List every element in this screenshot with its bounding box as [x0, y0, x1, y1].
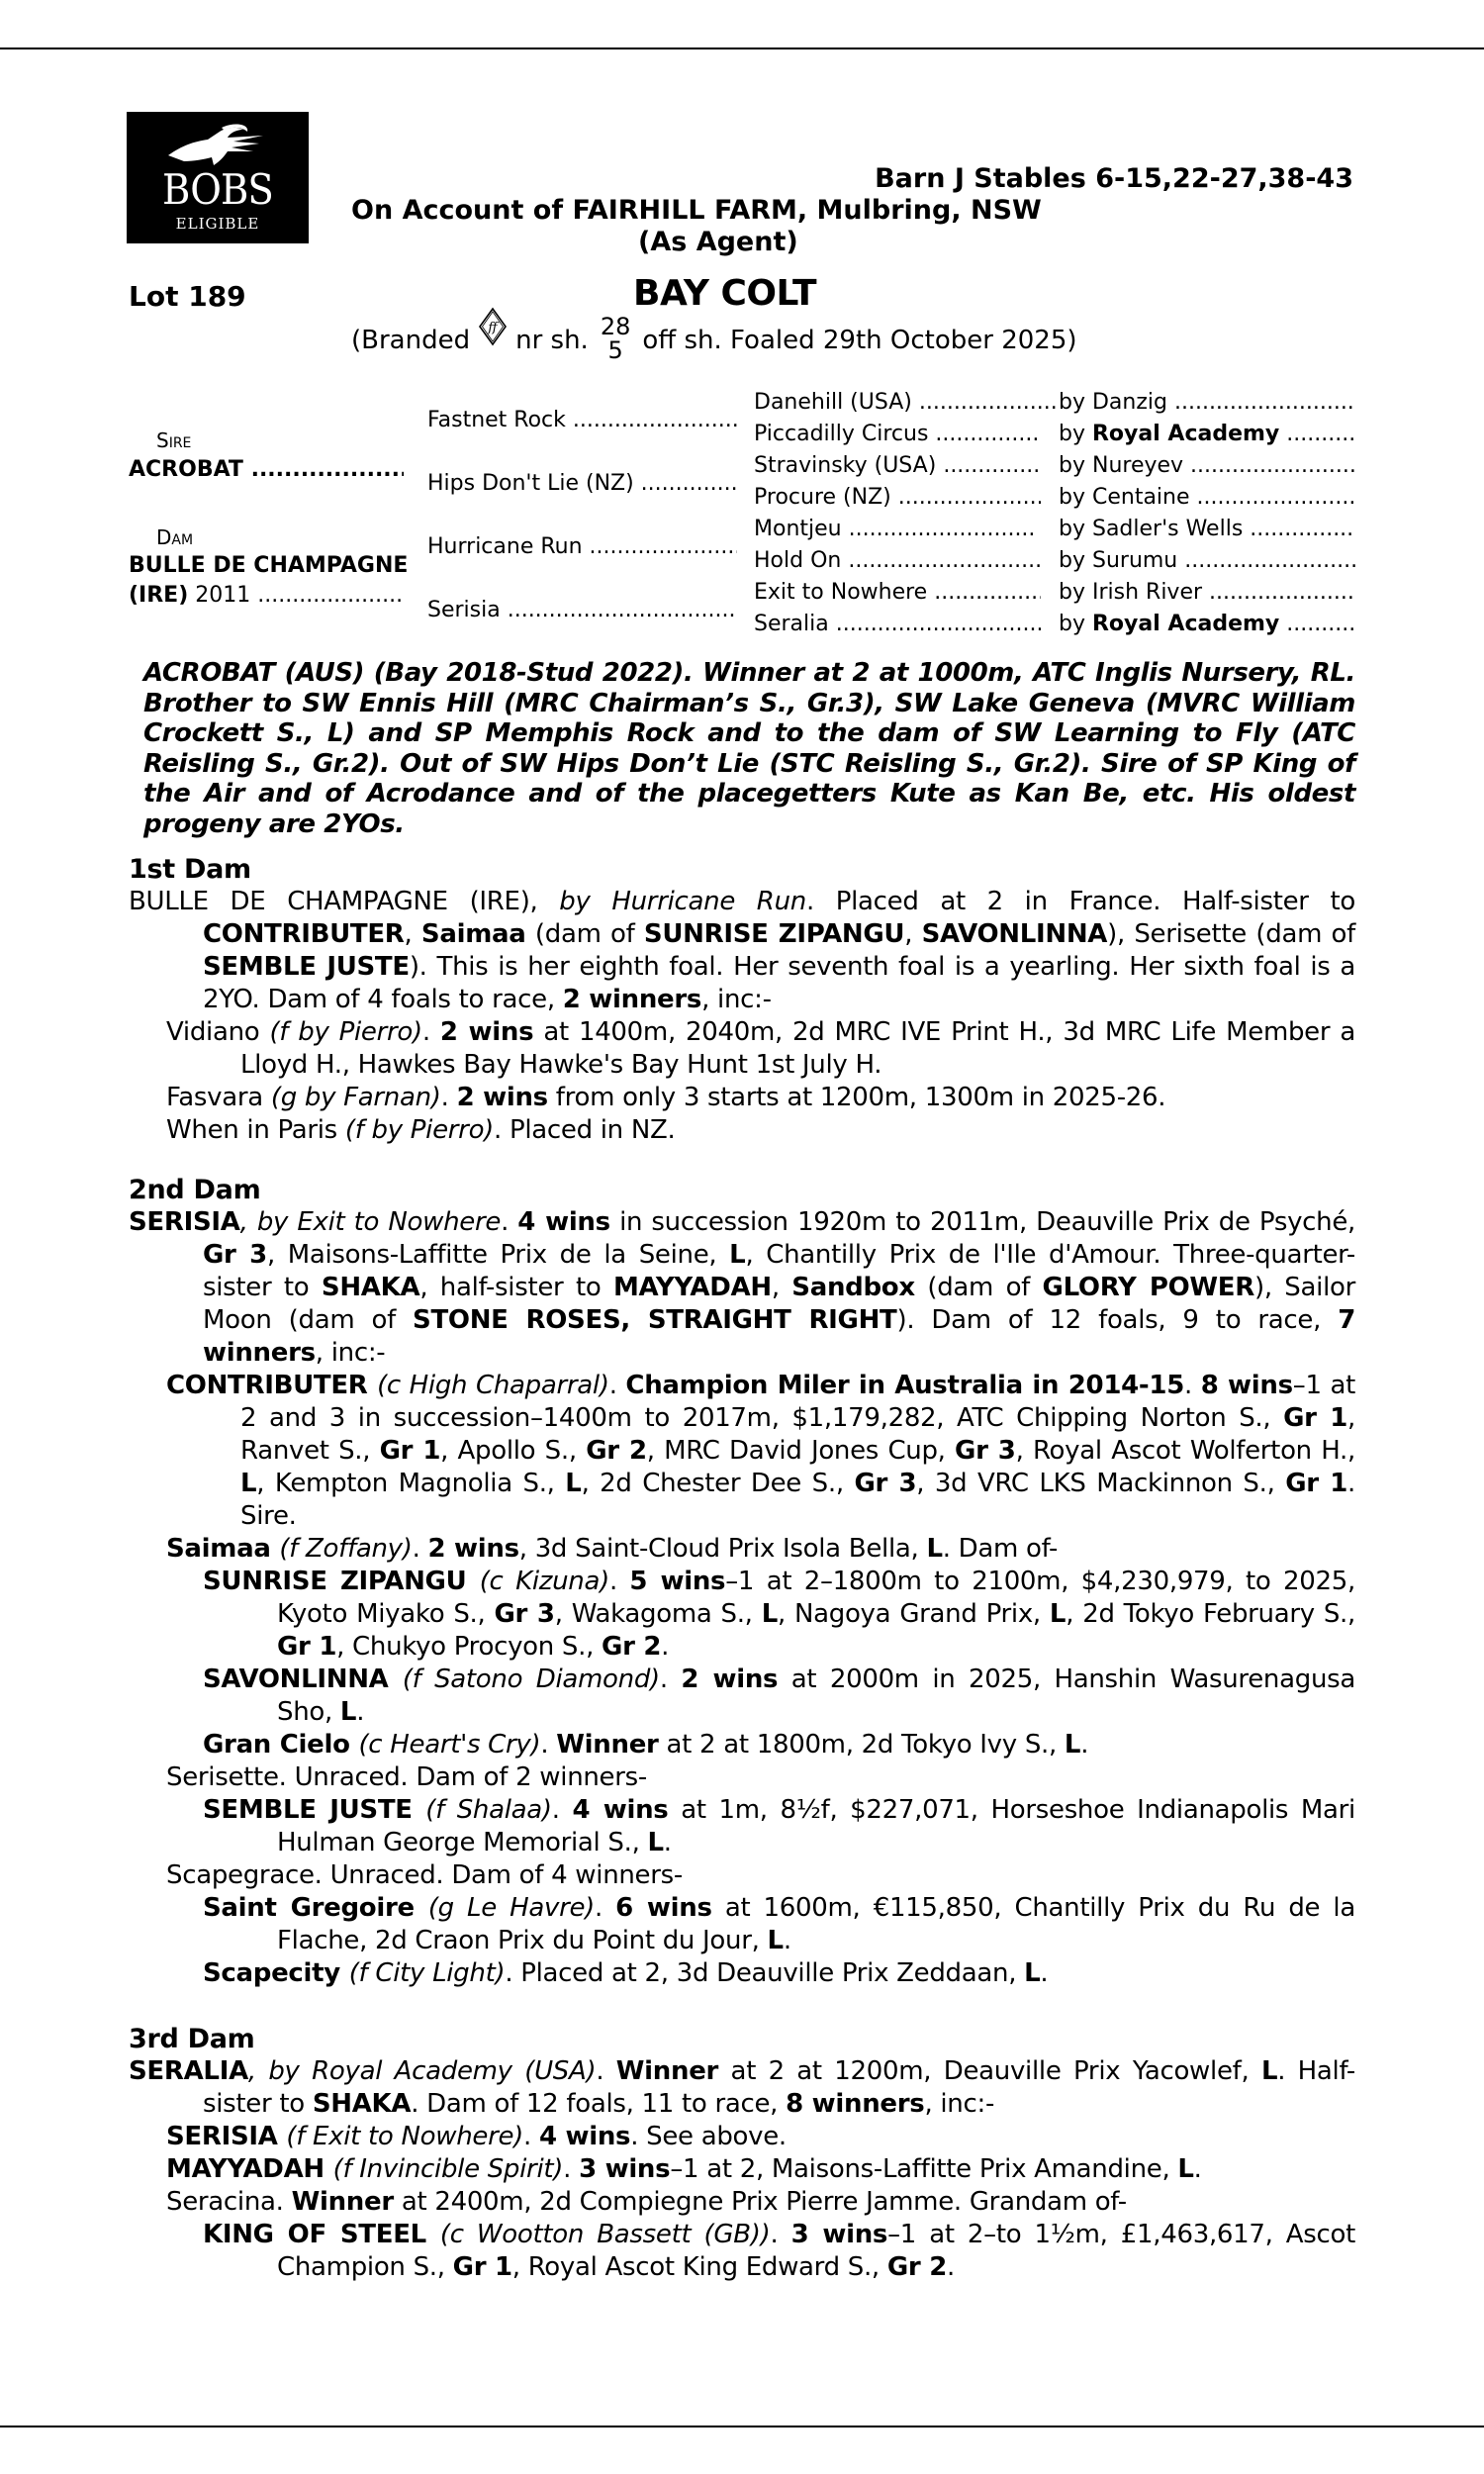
grade: Gr 1	[452, 2252, 512, 2282]
grade: L	[1049, 1599, 1067, 1629]
grand-progeny-item	[129, 1729, 1355, 1761]
horse-head-icon	[164, 122, 273, 171]
as-agent-text: (As Agent)	[638, 227, 798, 257]
text: at 2400m, 2d Compiegne Prix Pierre Jamme. Grandam of-	[393, 2187, 1127, 2217]
text: , Royal Ascot Wolferton H.,	[1015, 1436, 1355, 1466]
grand-progeny-item	[129, 1892, 1355, 1957]
great-great-grandparent	[1059, 515, 1355, 544]
grade: Gr 2	[602, 1632, 662, 1662]
sex-sire: (g by Farnan)	[270, 1083, 441, 1112]
ggg-name: Surumu	[1091, 548, 1178, 573]
horse-name: KING OF STEEL	[203, 2220, 440, 2249]
sex-sire: (f Exit to Nowhere)	[286, 2122, 524, 2151]
sire-label: Sire	[156, 428, 192, 452]
grand-progeny-item	[129, 1566, 1355, 1664]
grade: L	[926, 1534, 943, 1564]
text: ,	[904, 919, 922, 949]
grade: Gr 3	[494, 1599, 555, 1629]
grand-progeny-item	[129, 2219, 1355, 2284]
great-great-grandparent	[1059, 388, 1355, 418]
grade: Gr 1	[277, 1632, 337, 1662]
great-great-grandparent	[1059, 578, 1355, 608]
horse-name: Saint Gregoire	[203, 1893, 428, 1923]
wins: 2 wins	[427, 1534, 519, 1564]
top-rule	[0, 48, 1484, 49]
dam-summary	[129, 886, 1355, 1016]
wins: 3 wins	[790, 2220, 888, 2249]
text: .	[356, 1697, 365, 1727]
text: , 2d Tokyo February S.,	[1066, 1599, 1355, 1629]
text: .	[501, 1207, 518, 1237]
horse-name: SERISIA	[166, 2122, 287, 2151]
ggg-name: Sadler's Wells	[1091, 517, 1244, 541]
text: ), Sailor Moon (dam of	[203, 1273, 1355, 1335]
bobs-eligible-logo	[127, 112, 309, 243]
third-dam-section	[129, 2023, 1355, 2284]
text: , Chantilly Prix de l'Ile d'Amour. Three-quarter-sister to	[203, 1240, 1355, 1302]
horse-name: Sandbox	[791, 1273, 915, 1302]
text: Seracina.	[166, 2187, 292, 2217]
text: in succession 1920m to 2011m, Deauville Prix de Psyché,	[609, 1207, 1355, 1237]
horse-name: When in Paris	[166, 1115, 345, 1145]
grade: Gr 1	[1285, 1469, 1348, 1498]
horse-name: SEMBLE JUSTE	[203, 952, 410, 982]
text: .	[596, 2056, 616, 2086]
horse-name: GLORY POWER	[1042, 1273, 1254, 1302]
text: , Apollo S.,	[440, 1436, 587, 1466]
dam-name: BULLE DE CHAMPAGNE	[129, 553, 409, 578]
first-dam-section	[129, 853, 1355, 1147]
dam-label: Dam	[156, 525, 194, 549]
wins: 8 wins	[1200, 1371, 1293, 1400]
text: .	[661, 1632, 670, 1662]
dam-name: SERALIA	[129, 2056, 248, 2086]
wins: 5 wins	[629, 1567, 726, 1596]
text: .	[540, 1730, 557, 1760]
text: , Nagoya Grand Prix,	[777, 1599, 1050, 1629]
grade: Gr 1	[379, 1436, 441, 1466]
great-great-grandparent	[1059, 451, 1355, 481]
progeny-item	[129, 1114, 1355, 1147]
text: at 2 at 1200m, Deauville Prix Yacowlef,	[718, 2056, 1261, 2086]
text: .	[663, 1828, 672, 1857]
horse-name: MAYYADAH	[612, 1273, 772, 1302]
text: .	[770, 2220, 791, 2249]
text: .	[1080, 1730, 1089, 1760]
sex-sire: (c Kizuna)	[479, 1567, 609, 1596]
text: at 1400m, 2040m, 2d MRC IVE Print H., 3d MRC Life Member a Lloyd H., Hawkes Bay Hawke's Bay Hunt 1st July H.	[240, 1017, 1355, 1080]
barn-stables: Barn J Stables 6-15,22-27,38-43	[875, 163, 1353, 194]
text: , inc:-	[701, 985, 772, 1014]
horse-name: SUNRISE ZIPANGU	[643, 919, 905, 949]
championship: Champion Miler in Australia in 2014-15	[625, 1371, 1184, 1400]
horse-name: SHAKA	[312, 2089, 412, 2119]
text: at 2 at 1800m, 2d Tokyo Ivy S.,	[658, 1730, 1065, 1760]
sex-sire: (f City Light)	[348, 1958, 506, 1988]
ggg-name: Irish River	[1091, 580, 1203, 605]
great-grandparent: Procure (NZ) .....	[754, 483, 1041, 513]
text: at 1600m, €115,850, Chantilly Prix du Ru de la Flache, 2d Craon Prix du Point du Jour,	[277, 1893, 1355, 1955]
brand-frac-top: 28	[600, 313, 631, 340]
section-heading: 3rd Dam	[129, 2024, 255, 2054]
by-prefix: by	[1059, 517, 1085, 541]
sex-sire: (c Heart's Cry)	[358, 1730, 541, 1760]
great-grandparent: Stravinsky (USA) .....	[754, 451, 1041, 481]
text: . Placed in NZ.	[494, 1115, 676, 1145]
sex-sire: (g Le Havre)	[427, 1893, 596, 1923]
text: –1 at 2, Maisons-Laffitte Prix Amandine,	[670, 2154, 1178, 2184]
dam-sire: by Hurricane Run	[559, 887, 806, 916]
great-great-grandparent	[1059, 610, 1355, 639]
text: .	[608, 1567, 630, 1596]
sex-sire: (f Shalaa)	[425, 1795, 552, 1825]
brand-frac-bottom: 5	[607, 336, 623, 364]
text: .	[595, 1893, 616, 1923]
by-prefix: by	[1059, 612, 1085, 636]
horse-name: MAYYADAH	[166, 2154, 333, 2184]
grade: Gr 1	[1283, 1403, 1348, 1433]
sire-name	[129, 455, 404, 485]
logo-brand-text: BOBS	[162, 165, 273, 214]
grandparent: Hips Don't Lie (NZ) .....	[427, 469, 737, 499]
grade: Gr 3	[854, 1469, 917, 1498]
sex-sire: (f Invincible Spirit)	[332, 2154, 564, 2184]
text: , MRC David Jones Cup,	[646, 1436, 956, 1466]
horse-name: Saimaa	[166, 1534, 280, 1564]
text: from only 3 starts at 1200m, 1300m in 2025-26.	[547, 1083, 1166, 1112]
grade: L	[240, 1469, 257, 1498]
dam-name: SERISIA	[129, 1207, 240, 1237]
dam-summary	[129, 2055, 1355, 2121]
colour-sex: BAY COLT	[633, 273, 817, 314]
text: .	[440, 1083, 457, 1112]
text: . Sire.	[240, 1469, 1355, 1531]
progeny-item: Serisette. Unraced. Dam of 2 winners-	[166, 1762, 647, 1792]
dam-sire: , by Exit to Nowhere	[239, 1207, 502, 1237]
dam-name: BULLE DE CHAMPAGNE (IRE),	[129, 887, 560, 916]
dam-year	[129, 581, 404, 611]
ggg-name: Centaine	[1091, 485, 1190, 510]
text: (dam of	[525, 919, 644, 949]
by-prefix: by	[1059, 422, 1085, 446]
horse-name: SEMBLE JUSTE	[203, 1795, 426, 1825]
sire-description: ACROBAT (AUS) (Bay 2018-Stud 2022). Winner at 2 at 1000m, ATC Inglis Nursery, RL. Brother to SW Ennis Hill (MRC Chairman’s S., Gr.3), SW Lake Geneva (MVRC William Crockett S., L) and SP Memphis Rock and to the dam of SW Learning to Fly (ATC Reisling S., Gr.2). Out of SW Hips Don’t Lie (STC Reisling S., Gr.2). Sire of SP King of the Air and of Acrodance and of the placegetters Kute as Kan Be, etc. His oldest progeny are 2YOs.	[143, 658, 1355, 839]
horse-name: Saimaa	[420, 919, 526, 949]
text: . Placed at 2, 3d Deauville Prix Zeddaan,	[505, 1958, 1025, 1988]
ggg-name: Danzig	[1091, 390, 1167, 415]
grade: L	[565, 1469, 582, 1498]
text: , half-sister to	[419, 1273, 613, 1302]
ggg-name: Royal Academy	[1091, 422, 1280, 446]
text: , 3d Saint-Cloud Prix Isola Bella,	[518, 1534, 927, 1564]
brand-line	[351, 313, 1077, 364]
sire-name-text: ACROBAT	[129, 457, 243, 482]
by-prefix: by	[1059, 580, 1085, 605]
ff-diamond-brand-icon	[478, 307, 508, 354]
grade: Gr 2	[586, 1436, 647, 1466]
text: –1 at 2 and 3 in succession–1400m to 2017m, $1,179,282, ATC Chipping Norton S.,	[240, 1371, 1356, 1433]
great-great-grandparent	[1059, 546, 1355, 576]
grand-progeny-item	[129, 1664, 1355, 1729]
wins: 2 wins	[439, 1017, 534, 1047]
by-prefix: by	[1059, 453, 1085, 478]
brand-near-shoulder: nr sh.	[515, 326, 589, 355]
text: .	[1183, 1371, 1201, 1400]
great-great-grandparent	[1059, 420, 1355, 449]
grade: Gr 2	[886, 2252, 947, 2282]
text: at 1m, 8½f, $227,071, Horseshoe Indianapolis Mari Hulman George Memorial S.,	[277, 1795, 1355, 1857]
winners-count: 7 winners	[203, 1305, 1356, 1368]
progeny-item	[129, 2186, 1355, 2219]
progeny-item	[129, 2121, 1355, 2153]
horse-name: SHAKA	[321, 1273, 420, 1302]
dam-sire: , by Royal Academy (USA)	[247, 2056, 597, 2086]
sex-sire: (f by Pierro)	[344, 1115, 495, 1145]
by-prefix: by	[1059, 548, 1085, 573]
sex-sire: (f Satono Diamond)	[402, 1665, 660, 1694]
text: (dam of	[914, 1273, 1043, 1302]
wins: Winner	[291, 2187, 394, 2217]
text: .	[551, 1795, 573, 1825]
wins: 2 wins	[681, 1665, 779, 1694]
text: , inc:-	[924, 2089, 995, 2119]
text: , inc:-	[315, 1338, 386, 1368]
text: . Placed at 2 in France. Half-sister to	[805, 887, 1355, 916]
progeny-item	[129, 2153, 1355, 2186]
grand-progeny-item	[129, 1957, 1355, 1990]
sex-sire: (c High Chaparral)	[377, 1371, 609, 1400]
bottom-rule	[0, 2426, 1484, 2427]
grade: L	[1260, 2056, 1278, 2086]
text: ). This is her eighth foal. Her seventh foal is a yearling. Her sixth foal is a 2YO. Dam of 4 foals to race,	[203, 952, 1356, 1014]
grade: L	[1064, 1730, 1081, 1760]
text: .	[421, 1017, 440, 1047]
grade: L	[761, 1599, 778, 1629]
text: –1 at 2–to 1½m, £1,463,617, Ascot Champion S.,	[277, 2220, 1356, 2282]
text: , Ranvet S.,	[240, 1403, 1355, 1466]
text: , Royal Ascot King Edward S.,	[511, 2252, 887, 2282]
progeny-item	[129, 1016, 1355, 1082]
text: .	[563, 2154, 580, 2184]
grandparent: Fastnet Rock .....	[427, 406, 737, 435]
horse-name: Fasvara	[166, 1083, 271, 1112]
brand-suffix: off sh. Foaled 29th October 2025)	[642, 326, 1077, 355]
logo-sub-text: ELIGIBLE	[175, 215, 260, 233]
text: , Wakagoma S.,	[554, 1599, 762, 1629]
section-heading: 2nd Dam	[129, 1175, 261, 1205]
dam-summary	[129, 1206, 1355, 1370]
grade: Gr 3	[203, 1240, 267, 1270]
by-prefix: by	[1059, 485, 1085, 510]
pedigree-table	[129, 388, 1355, 645]
wins: 6 wins	[615, 1893, 712, 1923]
text: .	[946, 2252, 955, 2282]
grade: L	[1024, 1958, 1041, 1988]
grand-progeny-item	[129, 1794, 1355, 1859]
vendor-account: On Account of FAIRHILL FARM, Mulbring, NSW	[351, 195, 1042, 226]
grade: Gr 3	[955, 1436, 1016, 1466]
horse-name: SAVONLINNA	[203, 1665, 403, 1694]
by-prefix: by	[1059, 390, 1085, 415]
svg-text:ff: ff	[488, 321, 498, 335]
winners-count: 2 winners	[562, 985, 702, 1014]
text: .	[1040, 1958, 1049, 1988]
text: .	[523, 2122, 539, 2151]
second-dam-section	[129, 1174, 1355, 1990]
text: . Dam of-	[942, 1534, 1059, 1564]
text: at 2000m in 2025, Hanshin Wasurenagusa Sho,	[277, 1665, 1356, 1727]
progeny-item	[129, 1370, 1355, 1533]
text: , Maisons-Laffitte Prix de la Seine,	[266, 1240, 730, 1270]
text: . See above.	[630, 2122, 787, 2151]
great-grandparent: Seralia .....	[754, 610, 1041, 639]
text: , 2d Chester Dee S.,	[581, 1469, 855, 1498]
wins: 4 wins	[517, 1207, 610, 1237]
progeny-item	[129, 1533, 1355, 1566]
text: –1 at 2–1800m to 2100m, $4,230,979, to 2025, Kyoto Miyako S.,	[277, 1567, 1355, 1629]
text: , 3d VRC LKS Mackinnon S.,	[916, 1469, 1286, 1498]
sex-sire: (f Zoffany)	[279, 1534, 413, 1564]
horse-name: SUNRISE ZIPANGU	[203, 1567, 480, 1596]
great-grandparent: Piccadilly Circus .....	[754, 420, 1041, 449]
great-great-grandparent	[1059, 483, 1355, 513]
text: .	[659, 1665, 682, 1694]
sex-sire: (f by Pierro)	[269, 1017, 422, 1047]
grade: L	[339, 1697, 357, 1727]
text: ,	[771, 1273, 792, 1302]
text: .	[608, 1371, 626, 1400]
text: . Dam of 12 foals, 11 to race,	[411, 2089, 787, 2119]
sex-sire: (c Wootton Bassett (GB))	[439, 2220, 771, 2249]
wins: Winner	[556, 1730, 659, 1760]
wins: 4 wins	[572, 1795, 669, 1825]
text: .	[412, 1534, 428, 1564]
wins: 2 wins	[456, 1083, 548, 1112]
great-grandparent: Montjeu .....	[754, 515, 1036, 544]
grade: L	[647, 1828, 664, 1857]
horse-name: STONE ROSES, STRAIGHT RIGHT	[413, 1305, 897, 1335]
horse-name: SAVONLINNA	[921, 919, 1108, 949]
horse-name: Vidiano	[166, 1017, 270, 1047]
horse-name: CONTRIBUTER	[166, 1371, 378, 1400]
horse-name: Gran Cielo	[203, 1730, 359, 1760]
text: ). Dam of 12 foals, 9 to race,	[896, 1305, 1339, 1335]
grandparent: Hurricane Run .....	[427, 532, 737, 562]
horse-name: Scapecity	[203, 1958, 349, 1988]
text: .	[1193, 2154, 1202, 2184]
brand-prefix: (Branded	[351, 326, 471, 355]
grandparent: Serisia .....	[427, 596, 737, 625]
text: , Chukyo Procyon S.,	[336, 1632, 603, 1662]
grade: L	[767, 1926, 784, 1955]
wins: 3 wins	[579, 2154, 671, 2184]
ggg-name: Royal Academy	[1091, 612, 1280, 636]
progeny-item	[129, 1082, 1355, 1114]
text: . Half-sister to	[203, 2056, 1355, 2119]
dam-year-text: 2011	[195, 583, 251, 608]
grade: L	[729, 1240, 746, 1270]
ggg-name: Nureyev	[1091, 453, 1184, 478]
lot-number: Lot 189	[129, 280, 246, 313]
text: , Kempton Magnolia S.,	[256, 1469, 566, 1498]
dam-origin: (IRE)	[129, 583, 189, 608]
great-grandparent: Exit to Nowhere .....	[754, 578, 1041, 608]
grade: L	[1177, 2154, 1194, 2184]
winners-count: 8 winners	[786, 2089, 925, 2119]
text: .	[783, 1926, 791, 1955]
wins: Winner	[615, 2056, 719, 2086]
text: ), Serisette (dam of	[1107, 919, 1355, 949]
wins: 4 wins	[538, 2122, 631, 2151]
great-grandparent: Danehill (USA) .....	[754, 388, 1059, 418]
brand-number-fraction	[601, 315, 631, 362]
text: ,	[404, 919, 421, 949]
horse-name: CONTRIBUTER	[203, 919, 405, 949]
progeny-item: Scapegrace. Unraced. Dam of 4 winners-	[166, 1860, 683, 1890]
section-heading: 1st Dam	[129, 854, 251, 885]
great-grandparent: Hold On .....	[754, 546, 1041, 576]
